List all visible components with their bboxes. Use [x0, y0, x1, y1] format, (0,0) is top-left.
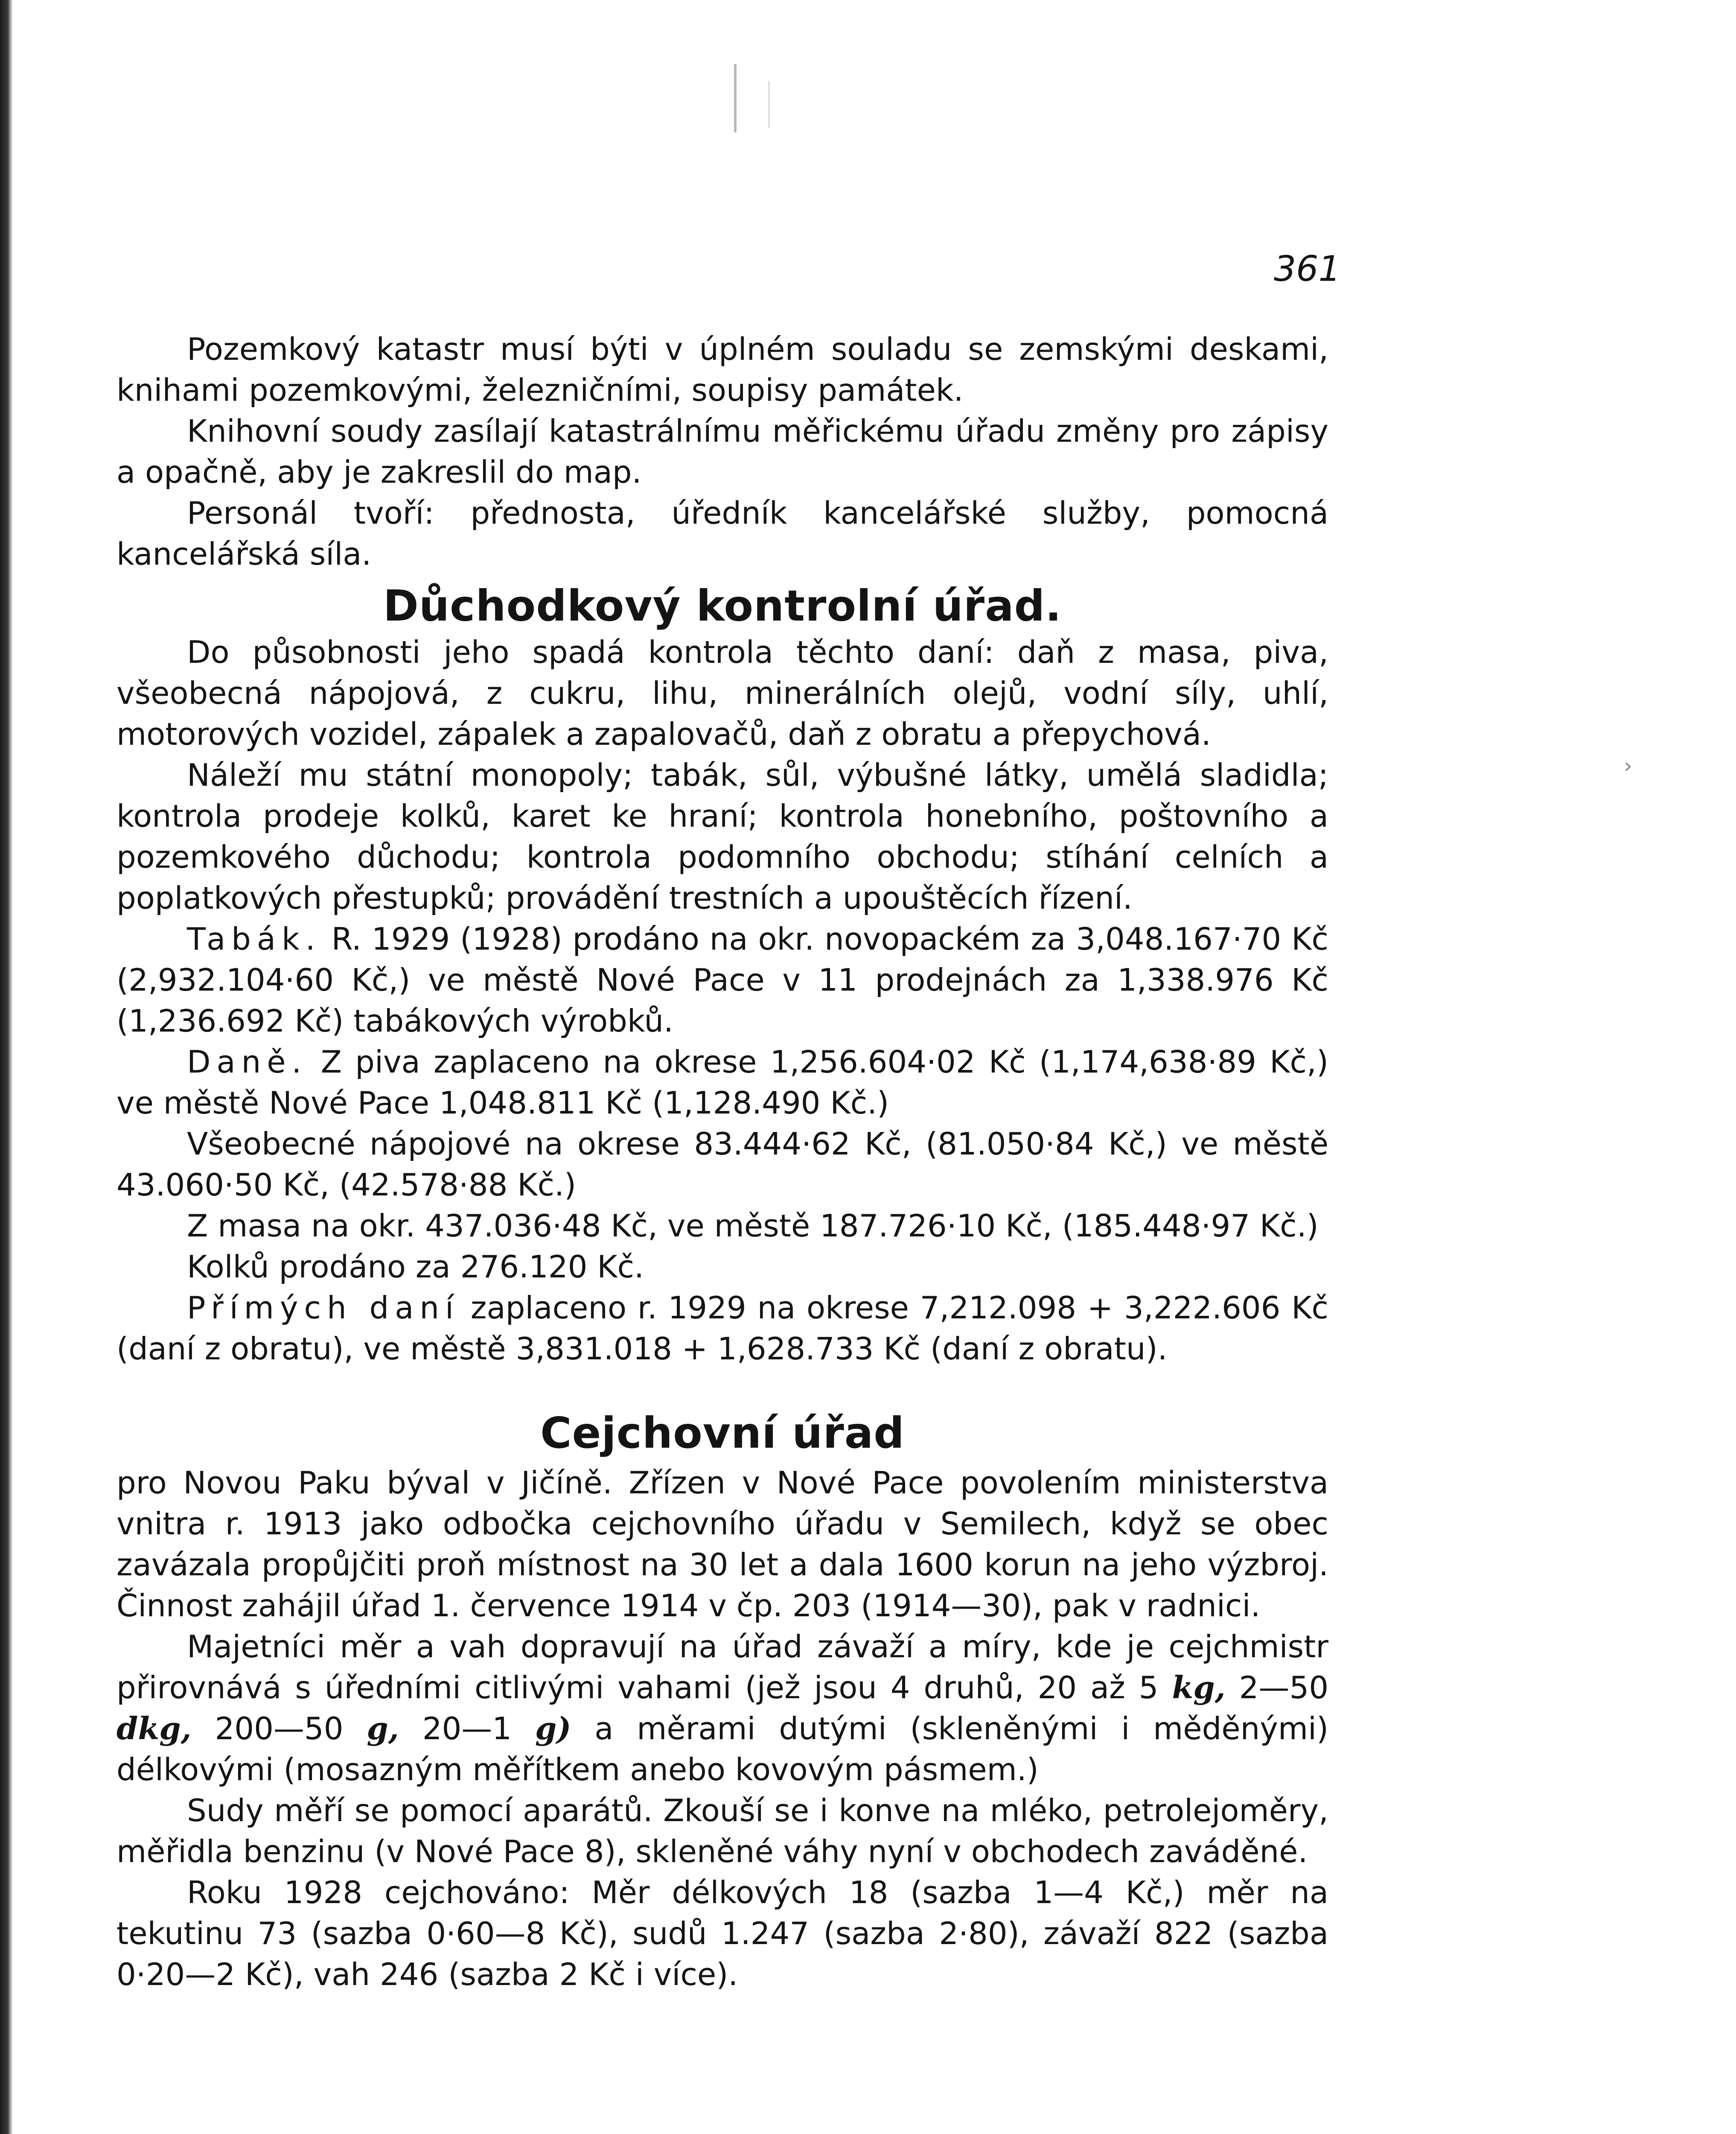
paragraph: pro Novou Paku býval v Jičíně. Zřízen v Nové Pace povolením ministerstva vnitra r. 1913 jako odbočka cejchovního úřadu v Semilech, když se obec zavázala propůjčiti proň místnost na 30 let a dala 1600 korun na jeho výzbroj. Činnost zahájil úřad 1. července 1914 v čp. 203 (1914—30), pak v radnici.: [117, 1465, 1328, 1624]
paragraph: [117, 1287, 1328, 1369]
paragraph: Z masa na okr. 437.036·48 Kč, ve městě 187.726·10 Kč, (185.448·97 Kč.): [187, 1208, 1319, 1244]
spaced-label: Přímých daní: [187, 1290, 460, 1326]
unit: dkg,: [117, 1710, 192, 1746]
spaced-label: Daně.: [187, 1044, 308, 1080]
section-heading: Důchodkový kontrolní úřad.: [383, 581, 1062, 631]
paragraph: [117, 1626, 1328, 1790]
paragraph-text: Majetníci měr a vah dopravují na úřad závaží a míry, kde je cejchmistr přirovnává s úředními citlivými vahami (jež jsou 4 druhů, 20 až 5: [117, 1629, 1328, 1705]
paragraph-text: 200—50: [215, 1711, 344, 1746]
paragraph-text: 2—50: [1239, 1670, 1329, 1705]
scan-mark: [768, 81, 770, 128]
paragraph: [117, 1041, 1328, 1123]
unit: kg,: [1172, 1669, 1226, 1705]
scan-mark: [734, 64, 737, 132]
section-heading: Cejchovní úřad: [540, 1408, 905, 1458]
paragraph: Roku 1928 cejchováno: Měr délkových 18 (sazba 1—4 Kč,) měr na tekutinu 73 (sazba 0·60—8 Kč), sudů 1.247 (sazba 2·80), závaží 822 (sazba 0·20—2 Kč), vah 246 (sazba 2 Kč i více).: [117, 1875, 1328, 1992]
paragraph: Do působnosti jeho spadá kontrola těchto daní: daň z masa, piva, všeobecná nápojová, z cukru, lihu, minerálních olejů, vodní síly, uhlí, motorových vozidel, zápalek a zapalovačů, daň z obratu a přepychová.: [117, 634, 1328, 752]
paragraph-text: zaplaceno r. 1929 na okrese 7,212.098 + 3,222.606 Kč (daní z obratu), ve městě 3,831.018 + 1,628.733 Kč (daní z obratu).: [117, 1290, 1328, 1367]
paragraph: [117, 918, 1328, 1041]
binding-shadow: [0, 0, 13, 2134]
page-content: [117, 329, 1328, 1995]
paragraph-text: Z piva zaplaceno na okrese 1,256.604·02 Kč (1,174,638·89 Kč,) ve městě Nové Pace 1,048.811 Kč (1,128.490 Kč.): [117, 1044, 1328, 1121]
paragraph: Kolků prodáno za 276.120 Kč.: [187, 1249, 644, 1285]
paragraph: Sudy měří se pomocí aparátů. Zkouší se i konve na mléko, petrolejoměry, měřidla benzinu (v Nové Pace 8), skleněné váhy nyní v obchodech zaváděné.: [117, 1793, 1328, 1869]
paragraph: Personál tvoří: přednosta, úředník kancelářské služby, pomocná kancelářská síla.: [117, 495, 1328, 572]
scan-speck: ›: [1624, 753, 1632, 778]
unit: g): [535, 1710, 571, 1746]
spaced-label: Tabák.: [187, 921, 321, 957]
paragraph: Náleží mu státní monopoly; tabák, sůl, výbušné látky, umělá sladidla; kontrola prodeje kolků, karet ke hraní; kontrola honebního, poštovního a pozemkového důchodu; kontrola podomního obchodu; stíhání celních a poplatkových přestupků; provádění trestních a upouštěcích řízení.: [117, 757, 1328, 916]
paragraph: Pozemkový katastr musí býti v úplném souladu se zemskými deskami, knihami pozemkovými, železničními, soupisy památek.: [117, 331, 1328, 408]
paragraph-text: 20—1: [422, 1711, 512, 1746]
paragraph: Knihovní soudy zasílají katastrálnímu měřickému úřadu změny pro zápisy a opačně, aby je zakreslil do map.: [117, 413, 1328, 490]
page-number: 361: [1274, 249, 1341, 289]
unit: g,: [367, 1710, 399, 1746]
paragraph-text: R. 1929 (1928) prodáno na okr. novopackém za 3,048.167·70 Kč (2,932.104·60 Kč,) ve městě Nové Pace v 11 prodejnách za 1,338.976 Kč (1,236.692 Kč) tabákových výrobků.: [117, 921, 1328, 1039]
paragraph: Všeobecné nápojové na okrese 83.444·62 Kč, (81.050·84 Kč,) ve městě 43.060·50 Kč, (42.578·88 Kč.): [117, 1126, 1328, 1203]
paragraph-text: a měrami dutými (skleněnými i měděnými) délkovými (mosazným měřítkem anebo kovovým pásmem.): [117, 1711, 1329, 1787]
